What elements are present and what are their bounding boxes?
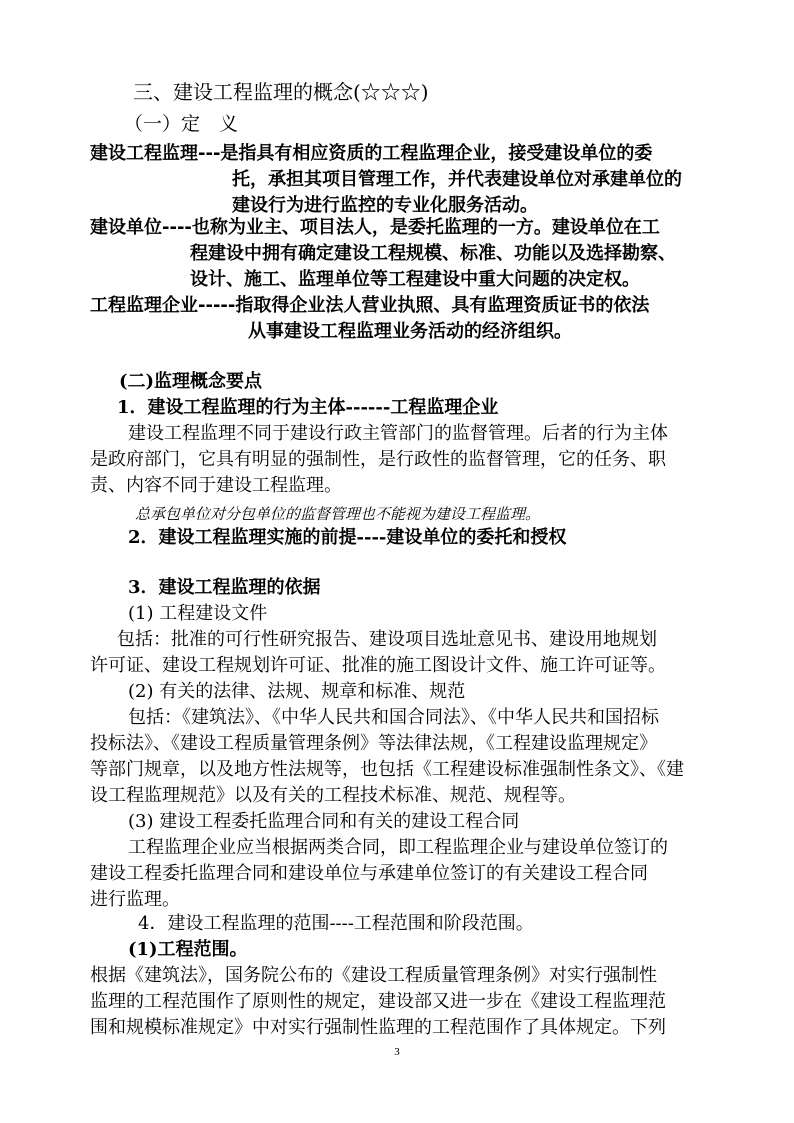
definition-subheading: （一）定 义	[124, 113, 239, 135]
definition-owner-line-2: 程建设中拥有确定建设工程规模、标准、功能以及选择勘察、	[190, 243, 676, 264]
basis-3-line-1: 工程监理企业应当根据两类合同，即工程监理企业与建设单位签订的	[128, 837, 668, 858]
definition-owner-line-3: 设计、施工、监理单位等工程建设中重大问题的决定权。	[190, 269, 640, 290]
basis-2-line-4: 设工程监理规范》以及有关的工程技术标准、规范、规程等。	[90, 785, 576, 806]
definition-firm-line-2: 从事建设工程监理业务活动的经济组织。	[248, 321, 572, 342]
scope-1-heading: (1)工程范围。	[128, 939, 248, 960]
basis-3-line-3: 进行监理。	[90, 889, 180, 910]
points-subheading: (二)监理概念要点	[119, 371, 263, 392]
section-title: 三、建设工程监理的概念(☆☆☆)	[133, 80, 429, 104]
basis-3-heading: (3) 建设工程委托监理合同和有关的建设工程合同	[128, 811, 520, 832]
scope-1-line-2: 监理的工程范围作了原则性的规定，建设部又进一步在《建设工程监理范	[90, 991, 666, 1012]
page-number: 3	[394, 1046, 400, 1058]
basis-1-heading: (1) 工程建设文件	[128, 603, 268, 624]
basis-1-line-1: 包括：批准的可行性研究报告、建设项目选址意见书、建设用地规划	[117, 629, 657, 650]
definition-supervision-line-1: 建设工程监理---是指具有相应资质的工程监理企业，接受建设单位的委	[90, 143, 653, 164]
point-4-heading: 4．建设工程监理的范围----工程范围和阶段范围。	[138, 913, 534, 934]
point-3-heading: 3．建设工程监理的依据	[128, 577, 321, 598]
point-1-paragraph-line-3: 责、内容不同于建设工程监理。	[90, 475, 342, 496]
basis-1-line-2: 许可证、建设工程规划许可证、批准的施工图设计文件、施工许可证等。	[90, 655, 666, 676]
point-1-paragraph-line-2: 是政府部门，它具有明显的强制性，是行政性的监督管理，它的任务、职	[90, 449, 666, 470]
point-2-heading: 2．建设工程监理实施的前提----建设单位的委托和授权	[128, 527, 567, 548]
definition-supervision-line-2: 托，承担其项目管理工作，并代表建设单位对承建单位的	[232, 169, 682, 190]
definition-firm-line-1: 工程监理企业-----指取得企业法人营业执照、具有监理资质证书的依法	[90, 295, 650, 316]
basis-2-line-2: 投标法》、《建设工程质量管理条例》等法律法规，《工程建设监理规定》	[90, 733, 657, 754]
scope-1-line-3: 围和规模标准规定》中对实行强制性监理的工程范围作了具体规定。下列	[90, 1017, 666, 1038]
definition-supervision-line-3: 建设行为进行监控的专业化服务活动。	[232, 195, 538, 216]
basis-2-line-3: 等部门规章，以及地方性法规等，也包括《工程建设标准强制性条文》、《建	[90, 759, 684, 780]
basis-2-line-1: 包括：《建筑法》、《中华人民共和国合同法》、《中华人民共和国招标	[128, 707, 659, 728]
point-1-note: 总承包单位对分包单位的监督管理也不能视为建设工程监理。	[135, 505, 541, 523]
point-1-paragraph-line-1: 建设工程监理不同于建设行政主管部门的监督管理。后者的行为主体	[128, 423, 668, 444]
point-1-heading: 1．建设工程监理的行为主体------工程监理企业	[117, 397, 499, 418]
basis-3-line-2: 建设工程委托监理合同和建设单位与承建单位签订的有关建设工程合同	[90, 863, 648, 884]
basis-2-heading: (2) 有关的法律、法规、规章和标准、规范	[128, 681, 466, 702]
scope-1-line-1: 根据《建筑法》，国务院公布的《建设工程质量管理条例》对实行强制性	[90, 965, 657, 986]
definition-owner-line-1: 建设单位----也称为业主、项目法人，是委托监理的一方。建设单位在工	[90, 217, 660, 238]
